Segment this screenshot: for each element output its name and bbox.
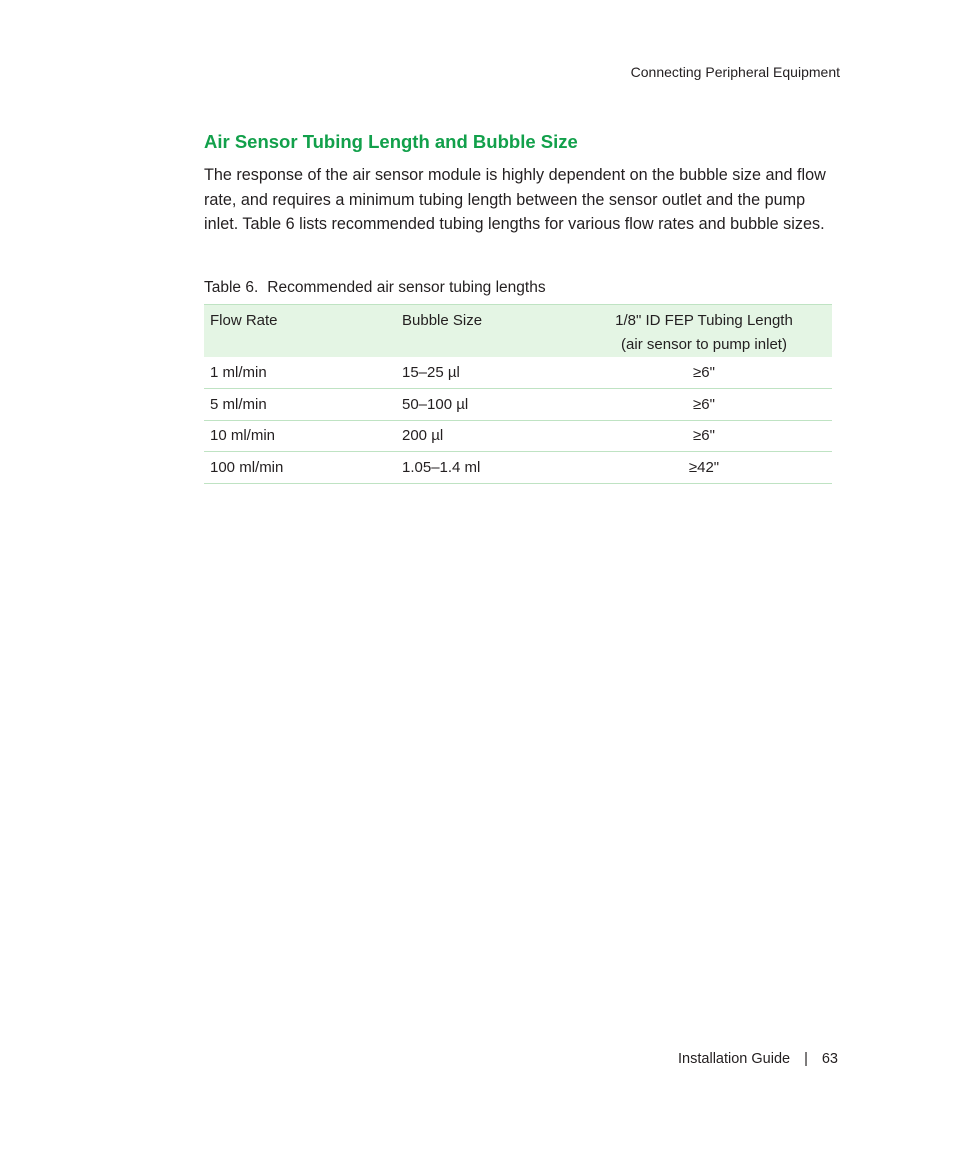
column-header-flow-rate bbox=[204, 305, 396, 358]
cell-flow-rate: 1 ml/min bbox=[204, 357, 396, 389]
cell-bubble-size: 1.05–1.4 ml bbox=[396, 452, 576, 484]
cell-bubble-size: 15–25 µl bbox=[396, 357, 576, 389]
cell-tubing-length: ≥42" bbox=[576, 452, 832, 484]
column-header-tubing-length bbox=[576, 305, 832, 358]
running-header: Connecting Peripheral Equipment bbox=[630, 64, 840, 80]
table-row bbox=[204, 357, 832, 389]
body-paragraph: The response of the air sensor module is highly dependent on the bubble size and flow rate, and requires a minimum tubing length between the sensor outlet and the pump inlet. Table 6 lists recommended tubing lengths for various flow rates and bubble sizes. bbox=[204, 166, 826, 234]
column-header-subtext: (air sensor to pump inlet) bbox=[621, 336, 787, 353]
running-footer bbox=[678, 1051, 838, 1067]
column-header-bubble-size bbox=[396, 305, 576, 358]
table-caption bbox=[204, 279, 546, 297]
table-header-row bbox=[204, 305, 832, 358]
cell-flow-rate: 5 ml/min bbox=[204, 389, 396, 421]
table-caption-title: Recommended air sensor tubing lengths bbox=[267, 279, 546, 296]
cell-bubble-size: 50–100 µl bbox=[396, 389, 576, 421]
page-number: 63 bbox=[821, 1051, 838, 1067]
section-heading: Air Sensor Tubing Length and Bubble Size bbox=[204, 131, 578, 152]
footer-doc-title: Installation Guide bbox=[678, 1051, 791, 1067]
footer-separator: | bbox=[804, 1051, 808, 1067]
table-row bbox=[204, 452, 832, 484]
cell-tubing-length: ≥6" bbox=[576, 420, 832, 452]
column-header-text: Flow Rate bbox=[210, 312, 278, 329]
cell-flow-rate: 10 ml/min bbox=[204, 420, 396, 452]
cell-bubble-size: 200 µl bbox=[396, 420, 576, 452]
cell-tubing-length: ≥6" bbox=[576, 389, 832, 421]
tubing-length-table bbox=[204, 304, 832, 484]
cell-flow-rate: 100 ml/min bbox=[204, 452, 396, 484]
column-header-text: 1/8" ID FEP Tubing Length bbox=[615, 312, 793, 329]
column-header-text: Bubble Size bbox=[402, 312, 483, 329]
cell-tubing-length: ≥6" bbox=[576, 357, 832, 389]
table-row bbox=[204, 420, 832, 452]
table-row bbox=[204, 389, 832, 421]
table-caption-label: Table 6. bbox=[204, 279, 259, 296]
